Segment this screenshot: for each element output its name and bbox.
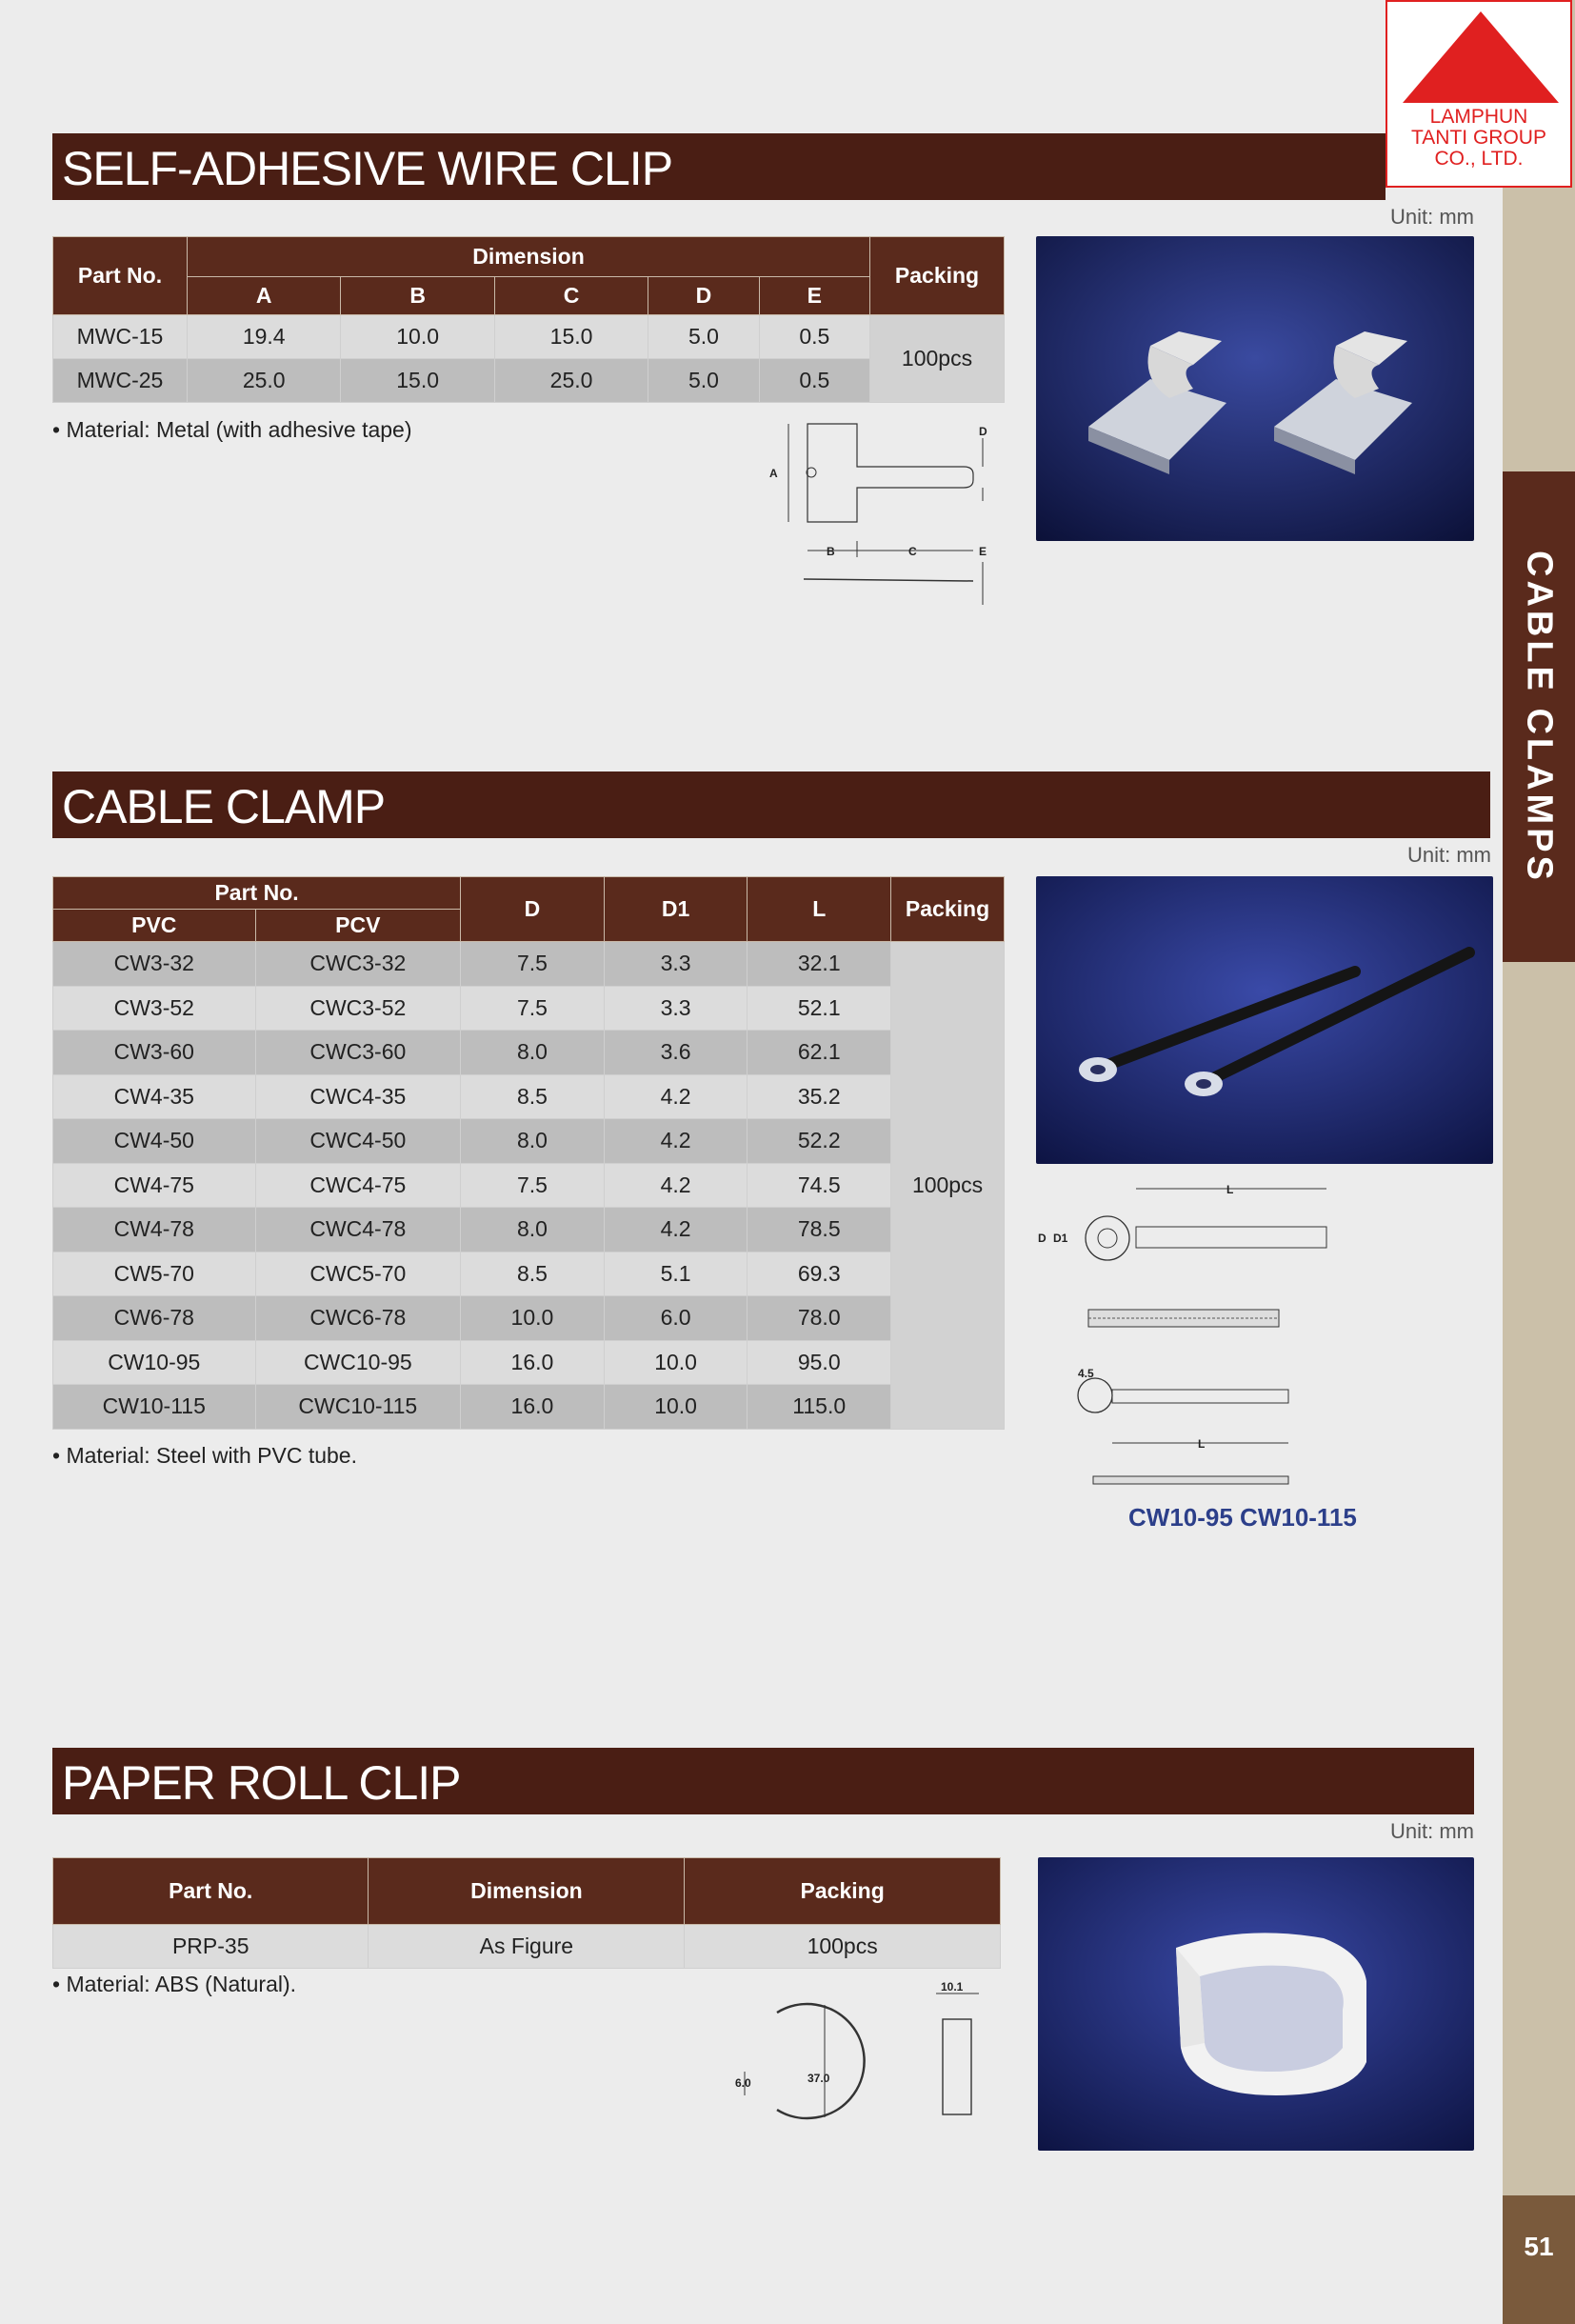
- col-pvc: PVC: [53, 910, 256, 942]
- cell-d1: 4.2: [604, 1163, 748, 1208]
- cell-d1: 6.0: [604, 1296, 748, 1341]
- col-d1: D1: [604, 877, 748, 942]
- wire-clip-photo: [1036, 236, 1474, 541]
- cell-pcv: CWC5-70: [255, 1252, 461, 1296]
- cell-d: 8.0: [461, 1119, 605, 1164]
- paper-roll-clip-unit: Unit: mm: [1390, 1819, 1474, 1843]
- diagram-label-l: L: [1226, 1183, 1234, 1196]
- cell-d1: 3.3: [604, 986, 748, 1031]
- diagram-label-width: 10.1: [941, 1980, 964, 1993]
- col-part-no: Part No.: [53, 1858, 369, 1925]
- cell-a: 25.0: [188, 359, 341, 403]
- cell-l: 32.1: [748, 942, 891, 987]
- wire-clip-title: SELF-ADHESIVE WIRE CLIP: [62, 142, 673, 195]
- cell-l: 69.3: [748, 1252, 891, 1296]
- table-row: [53, 1163, 1005, 1208]
- cell-pvc: CW4-75: [53, 1163, 256, 1208]
- cell-d1: 5.1: [604, 1252, 748, 1296]
- cell-c: 25.0: [494, 359, 648, 403]
- logo-line-2: TANTI GROUP: [1411, 127, 1546, 149]
- wire-clip-unit: Unit: mm: [1390, 205, 1474, 229]
- diagram-label-d1: D1: [1053, 1232, 1068, 1245]
- cell-b: 10.0: [341, 315, 494, 359]
- paper-roll-clip-header: [52, 1748, 1474, 1814]
- table-row: [53, 1208, 1005, 1252]
- cell-e: 0.5: [759, 315, 869, 359]
- col-part-no: Part No.: [53, 877, 461, 910]
- col-l: L: [748, 877, 891, 942]
- cable-clamp-table: [52, 876, 1005, 1430]
- cell-pcv: CWC4-35: [255, 1074, 461, 1119]
- company-logo: [1386, 0, 1572, 188]
- cell-pvc: CW4-50: [53, 1119, 256, 1164]
- cell-packing: 100pcs: [891, 942, 1005, 1430]
- col-b: B: [341, 277, 494, 315]
- cell-l: 52.2: [748, 1119, 891, 1164]
- cable-clamp-diagram: [1036, 1181, 1417, 1505]
- cell-d1: 3.3: [604, 942, 748, 987]
- cell-d1: 3.6: [604, 1031, 748, 1075]
- logo-triangle-icon: [1397, 8, 1565, 105]
- wire-clip-material: • Material: Metal (with adhesive tape): [52, 417, 412, 442]
- cell-e: 0.5: [759, 359, 869, 403]
- diagram-label-dia: 37.0: [807, 2072, 830, 2085]
- cell-l: 62.1: [748, 1031, 891, 1075]
- paper-roll-clip-title: PAPER ROLL CLIP: [62, 1756, 461, 1810]
- table-row: [53, 1252, 1005, 1296]
- cell-pvc: CW4-35: [53, 1074, 256, 1119]
- diagram-label-d: D: [979, 425, 987, 438]
- cell-d: 8.0: [461, 1208, 605, 1252]
- paper-roll-clip-table: [52, 1857, 1001, 1969]
- cell-l: 78.0: [748, 1296, 891, 1341]
- paper-roll-clip-diagram: [733, 1976, 1009, 2157]
- cell-b: 15.0: [341, 359, 494, 403]
- cell-d: 16.0: [461, 1340, 605, 1385]
- col-packing: Packing: [870, 237, 1005, 315]
- cell-pcv: CWC10-95: [255, 1340, 461, 1385]
- table-row: [53, 1074, 1005, 1119]
- cell-pcv: CWC4-78: [255, 1208, 461, 1252]
- table-row: [53, 986, 1005, 1031]
- col-c: C: [494, 277, 648, 315]
- diagram-label-b: B: [827, 545, 835, 558]
- cell-l: 78.5: [748, 1208, 891, 1252]
- diagram-label-dim: 4.5: [1078, 1367, 1094, 1380]
- cell-pvc: CW3-52: [53, 986, 256, 1031]
- cell-part: MWC-15: [53, 315, 188, 359]
- cell-pcv: CWC3-52: [255, 986, 461, 1031]
- cell-l: 35.2: [748, 1074, 891, 1119]
- cell-d: 7.5: [461, 1163, 605, 1208]
- cell-pcv: CWC4-75: [255, 1163, 461, 1208]
- cell-d: 5.0: [648, 315, 759, 359]
- cell-l: 95.0: [748, 1340, 891, 1385]
- wire-clip-diagram: [762, 419, 1000, 610]
- cell-pvc: CW10-115: [53, 1385, 256, 1430]
- cell-packing: 100pcs: [685, 1925, 1001, 1969]
- cable-clamp-diagram-caption: CW10-95 CW10-115: [1128, 1503, 1357, 1532]
- col-d: D: [648, 277, 759, 315]
- col-dimension: Dimension: [188, 237, 870, 277]
- cell-part: PRP-35: [53, 1925, 369, 1969]
- cell-d: 5.0: [648, 359, 759, 403]
- col-a: A: [188, 277, 341, 315]
- paper-roll-clip-material: • Material: ABS (Natural).: [52, 1972, 297, 1996]
- cell-d: 8.5: [461, 1074, 605, 1119]
- cell-packing: 100pcs: [870, 315, 1005, 403]
- page-number-box: [1503, 2195, 1575, 2324]
- cell-d: 7.5: [461, 942, 605, 987]
- table-row: [53, 1925, 1001, 1969]
- cell-d1: 10.0: [604, 1340, 748, 1385]
- cell-pcv: CWC3-32: [255, 942, 461, 987]
- diagram-label-c: C: [908, 545, 917, 558]
- cable-clamp-photo: [1036, 876, 1493, 1164]
- table-row: [53, 1031, 1005, 1075]
- col-part-no: Part No.: [53, 237, 188, 315]
- cell-dimension: As Figure: [369, 1925, 685, 1969]
- cable-clamp-header: [52, 771, 1490, 838]
- cell-part: MWC-25: [53, 359, 188, 403]
- col-packing: Packing: [891, 877, 1005, 942]
- cell-pcv: CWC10-115: [255, 1385, 461, 1430]
- cable-clamp-material: • Material: Steel with PVC tube.: [52, 1443, 357, 1468]
- wire-clip-header: [52, 133, 1386, 200]
- side-tab-label: CABLE CLAMPS: [1519, 550, 1560, 884]
- logo-text: [1387, 107, 1570, 170]
- table-row: [53, 1119, 1005, 1164]
- col-pcv: PCV: [255, 910, 461, 942]
- diagram-label-d: D: [1038, 1232, 1047, 1245]
- cell-d: 16.0: [461, 1385, 605, 1430]
- cell-d1: 10.0: [604, 1385, 748, 1430]
- cell-d: 10.0: [461, 1296, 605, 1341]
- diagram-label-gap: 6.0: [735, 2076, 751, 2090]
- cell-pvc: CW6-78: [53, 1296, 256, 1341]
- paper-roll-clip-photo: [1038, 1857, 1474, 2151]
- logo-line-1: LAMPHUN: [1429, 106, 1528, 128]
- cell-d1: 4.2: [604, 1074, 748, 1119]
- cell-l: 74.5: [748, 1163, 891, 1208]
- cell-d1: 4.2: [604, 1208, 748, 1252]
- cell-pvc: CW10-95: [53, 1340, 256, 1385]
- diagram-label-e: E: [979, 545, 987, 558]
- cell-pcv: CWC4-50: [255, 1119, 461, 1164]
- cell-pcv: CWC6-78: [255, 1296, 461, 1341]
- table-row: [53, 1385, 1005, 1430]
- cell-d: 8.5: [461, 1252, 605, 1296]
- diagram-label-a: A: [769, 467, 778, 480]
- col-e: E: [759, 277, 869, 315]
- cell-pcv: CWC3-60: [255, 1031, 461, 1075]
- cell-l: 52.1: [748, 986, 891, 1031]
- cell-d: 8.0: [461, 1031, 605, 1075]
- cell-a: 19.4: [188, 315, 341, 359]
- cell-pvc: CW5-70: [53, 1252, 256, 1296]
- cell-pvc: CW3-60: [53, 1031, 256, 1075]
- cell-d: 7.5: [461, 986, 605, 1031]
- side-strip: [1503, 0, 1575, 2324]
- cell-c: 15.0: [494, 315, 648, 359]
- table-row: [53, 1340, 1005, 1385]
- col-packing: Packing: [685, 1858, 1001, 1925]
- cell-pvc: CW3-32: [53, 942, 256, 987]
- table-row: [53, 1296, 1005, 1341]
- table-row: [53, 942, 1005, 987]
- cell-pvc: CW4-78: [53, 1208, 256, 1252]
- side-tab: [1503, 471, 1575, 962]
- logo-line-3: CO., LTD.: [1434, 148, 1524, 170]
- col-d: D: [461, 877, 605, 942]
- page-number: 51: [1524, 2232, 1554, 2261]
- cell-l: 115.0: [748, 1385, 891, 1430]
- cable-clamp-unit: Unit: mm: [1407, 843, 1491, 867]
- wire-clip-table: [52, 236, 1005, 403]
- table-row: [53, 315, 1005, 359]
- cable-clamp-title: CABLE CLAMP: [62, 780, 386, 833]
- col-dimension: Dimension: [369, 1858, 685, 1925]
- diagram-label-l2: L: [1198, 1437, 1206, 1451]
- table-row: [53, 359, 1005, 403]
- cell-d1: 4.2: [604, 1119, 748, 1164]
